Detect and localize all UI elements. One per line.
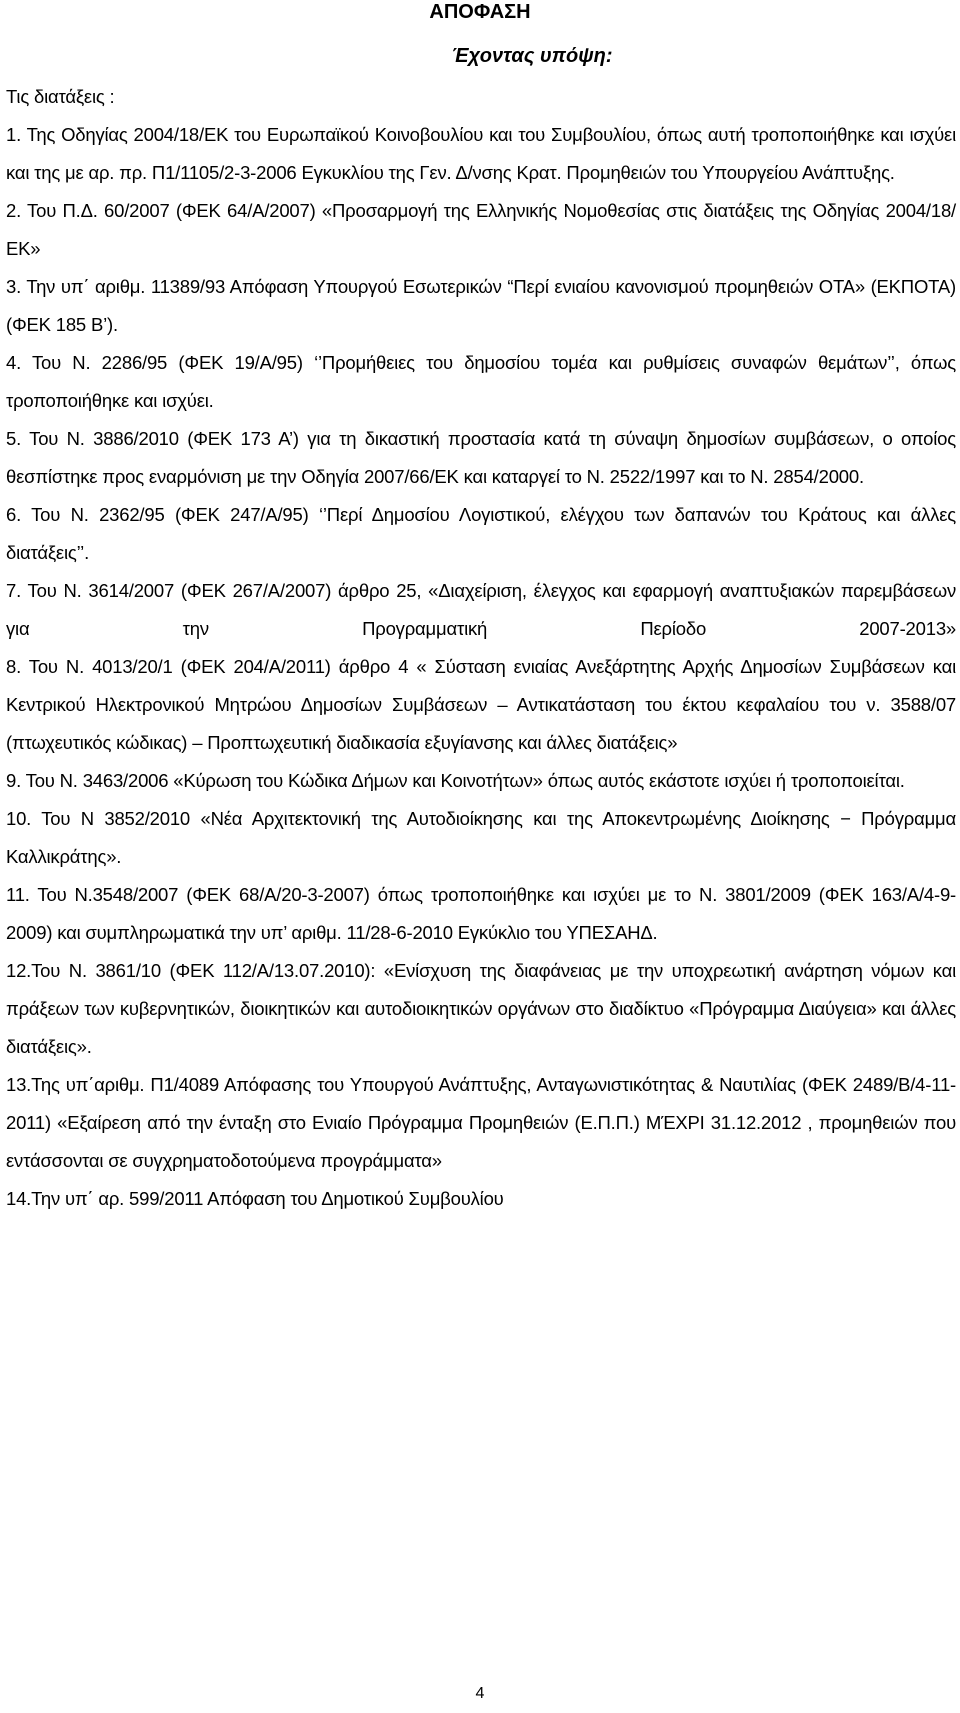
list-item: 8. Του Ν. 4013/20/1 (ΦΕΚ 204/Α/2011) άρθρο 4 « Σύσταση ενιαίας Ανεξάρτητης Αρχής Δημοσίων Συμβάσεων και Κεντρικού Ηλεκτρονικού Μητρώου Δημοσίων Συμβάσεων – Αντικατάσταση του έκτου κεφαλαίου του ν. 3588/07 (πτωχευτικός κώδικας) – Προπτωχευτική διαδικασία εξυγίανσης και άλλες διατάξεις» [6,656,956,753]
list-item: 11. Του Ν.3548/2007 (ΦΕΚ 68/Α/20-3-2007) όπως τροποποιήθηκε και ισχύει με το Ν. 3801/2009 (ΦΕΚ 163/Α/4-9-2009) και συμπληρωματικά την υπ’ αριθμ. 11/28-6-2010 Εγκύκλιο του ΥΠΕΣΑΗΔ. [6,884,956,943]
document-subtitle: Έχοντας υπόψη: [451,45,613,67]
document-body [6,78,956,1218]
list-item: 6. Του Ν. 2362/95 (ΦΕΚ 247/Α/95) ‘’Περί Δημοσίου Λογιστικού, ελέγχου των δαπανών του Κράτους και άλλες διατάξεις’’. [6,504,956,563]
list-item: 4. Του Ν. 2286/95 (ΦΕΚ 19/Α/95) ‘’Προμήθειες του δημοσίου τομέα και ρυθμίσεις συναφών θεμάτων’’, όπως τροποποιήθηκε και ισχύει. [6,352,956,411]
list-item: 10. Του Ν 3852/2010 «Νέα Αρχιτεκτονική της Αυτοδιοίκησης και της Αποκεντρωμένης Διοίκησης − Πρόγραμμα Καλλικράτης». [6,808,956,867]
document-title: ΑΠΟΦΑΣΗ [429,1,531,23]
list-item: 3. Την υπ΄ αριθμ. 11389/93 Απόφαση Υπουργού Εσωτερικών “Περί ενιαίου κανονισμού προμηθειών ΟΤΑ» (ΕΚΠΟΤΑ) (ΦΕΚ 185 Β’). [6,276,956,335]
list-item: 7. Του Ν. 3614/2007 (ΦΕΚ 267/Α/2007) άρθρο 25, «Διαχείριση, έλεγχος και εφαρμογή αναπτυξιακών παρεμβάσεων για την Προγραμματική Περίοδο 2007-2013» [6,580,956,639]
page-number: 4 [475,1685,485,1702]
list-item: 2. Του Π.Δ. 60/2007 (ΦΕΚ 64/Α/2007) «Προσαρμογή της Ελληνικής Νομοθεσίας στις διατάξεις της Οδηγίας 2004/18/ΕΚ» [6,200,956,259]
list-item: 1. Της Οδηγίας 2004/18/ΕΚ του Ευρωπαϊκού Κοινοβουλίου και του Συμβουλίου, όπως αυτή τροποποιήθηκε και ισχύει και της με αρ. πρ. Π1/1105/2-3-2006 Εγκυκλίου της Γεν. Δ/νσης Κρατ. Προμηθειών του Υπουργείου Ανάπτυξης. [6,124,956,183]
list-item: 13.Της υπ΄αριθμ. Π1/4089 Απόφασης του Υπουργού Ανάπτυξης, Ανταγωνιστικότητας & Ναυτιλίας (ΦΕΚ 2489/Β/4-11-2011) «Εξαίρεση από την ένταξη στο Ενιαίο Πρόγραμμα Προμηθειών (Ε.Π.Π.) ΜΈΧΡΙ 31.12.2012 , προμηθειών που εντάσσονται σε συγχρηματοδοτούμενα προγράμματα» [6,1074,956,1171]
list-item: 5. Του Ν. 3886/2010 (ΦΕΚ 173 Α’) για τη δικαστική προστασία κατά τη σύναψη δημοσίων συμβάσεων, ο οποίος θεσπίστηκε προς εναρμόνιση με την Οδηγία 2007/66/ΕΚ και καταργεί το Ν. 2522/1997 και το Ν. 2854/2000. [6,428,956,487]
list-item: 9. Του Ν. 3463/2006 «Κύρωση του Κώδικα Δήμων και Κοινοτήτων» όπως αυτός εκάστοτε ισχύει ή τροποποιείται. [6,770,905,791]
list-item: 12.Του Ν. 3861/10 (ΦΕΚ 112/Α/13.07.2010): «Ενίσχυση της διαφάνειας με την υποχρεωτική ανάρτηση νόμων και πράξεων των κυβερνητικών, διοικητικών και αυτοδιοικητικών οργάνων στο διαδίκτυο «Πρόγραμμα Διαύγεια» και άλλες διατάξεις». [6,960,956,1057]
list-item: 14.Την υπ΄ αρ. 599/2011 Απόφαση του Δημοτικού Συμβουλίου [6,1188,504,1209]
intro-text: Τις διατάξεις : [6,86,115,107]
